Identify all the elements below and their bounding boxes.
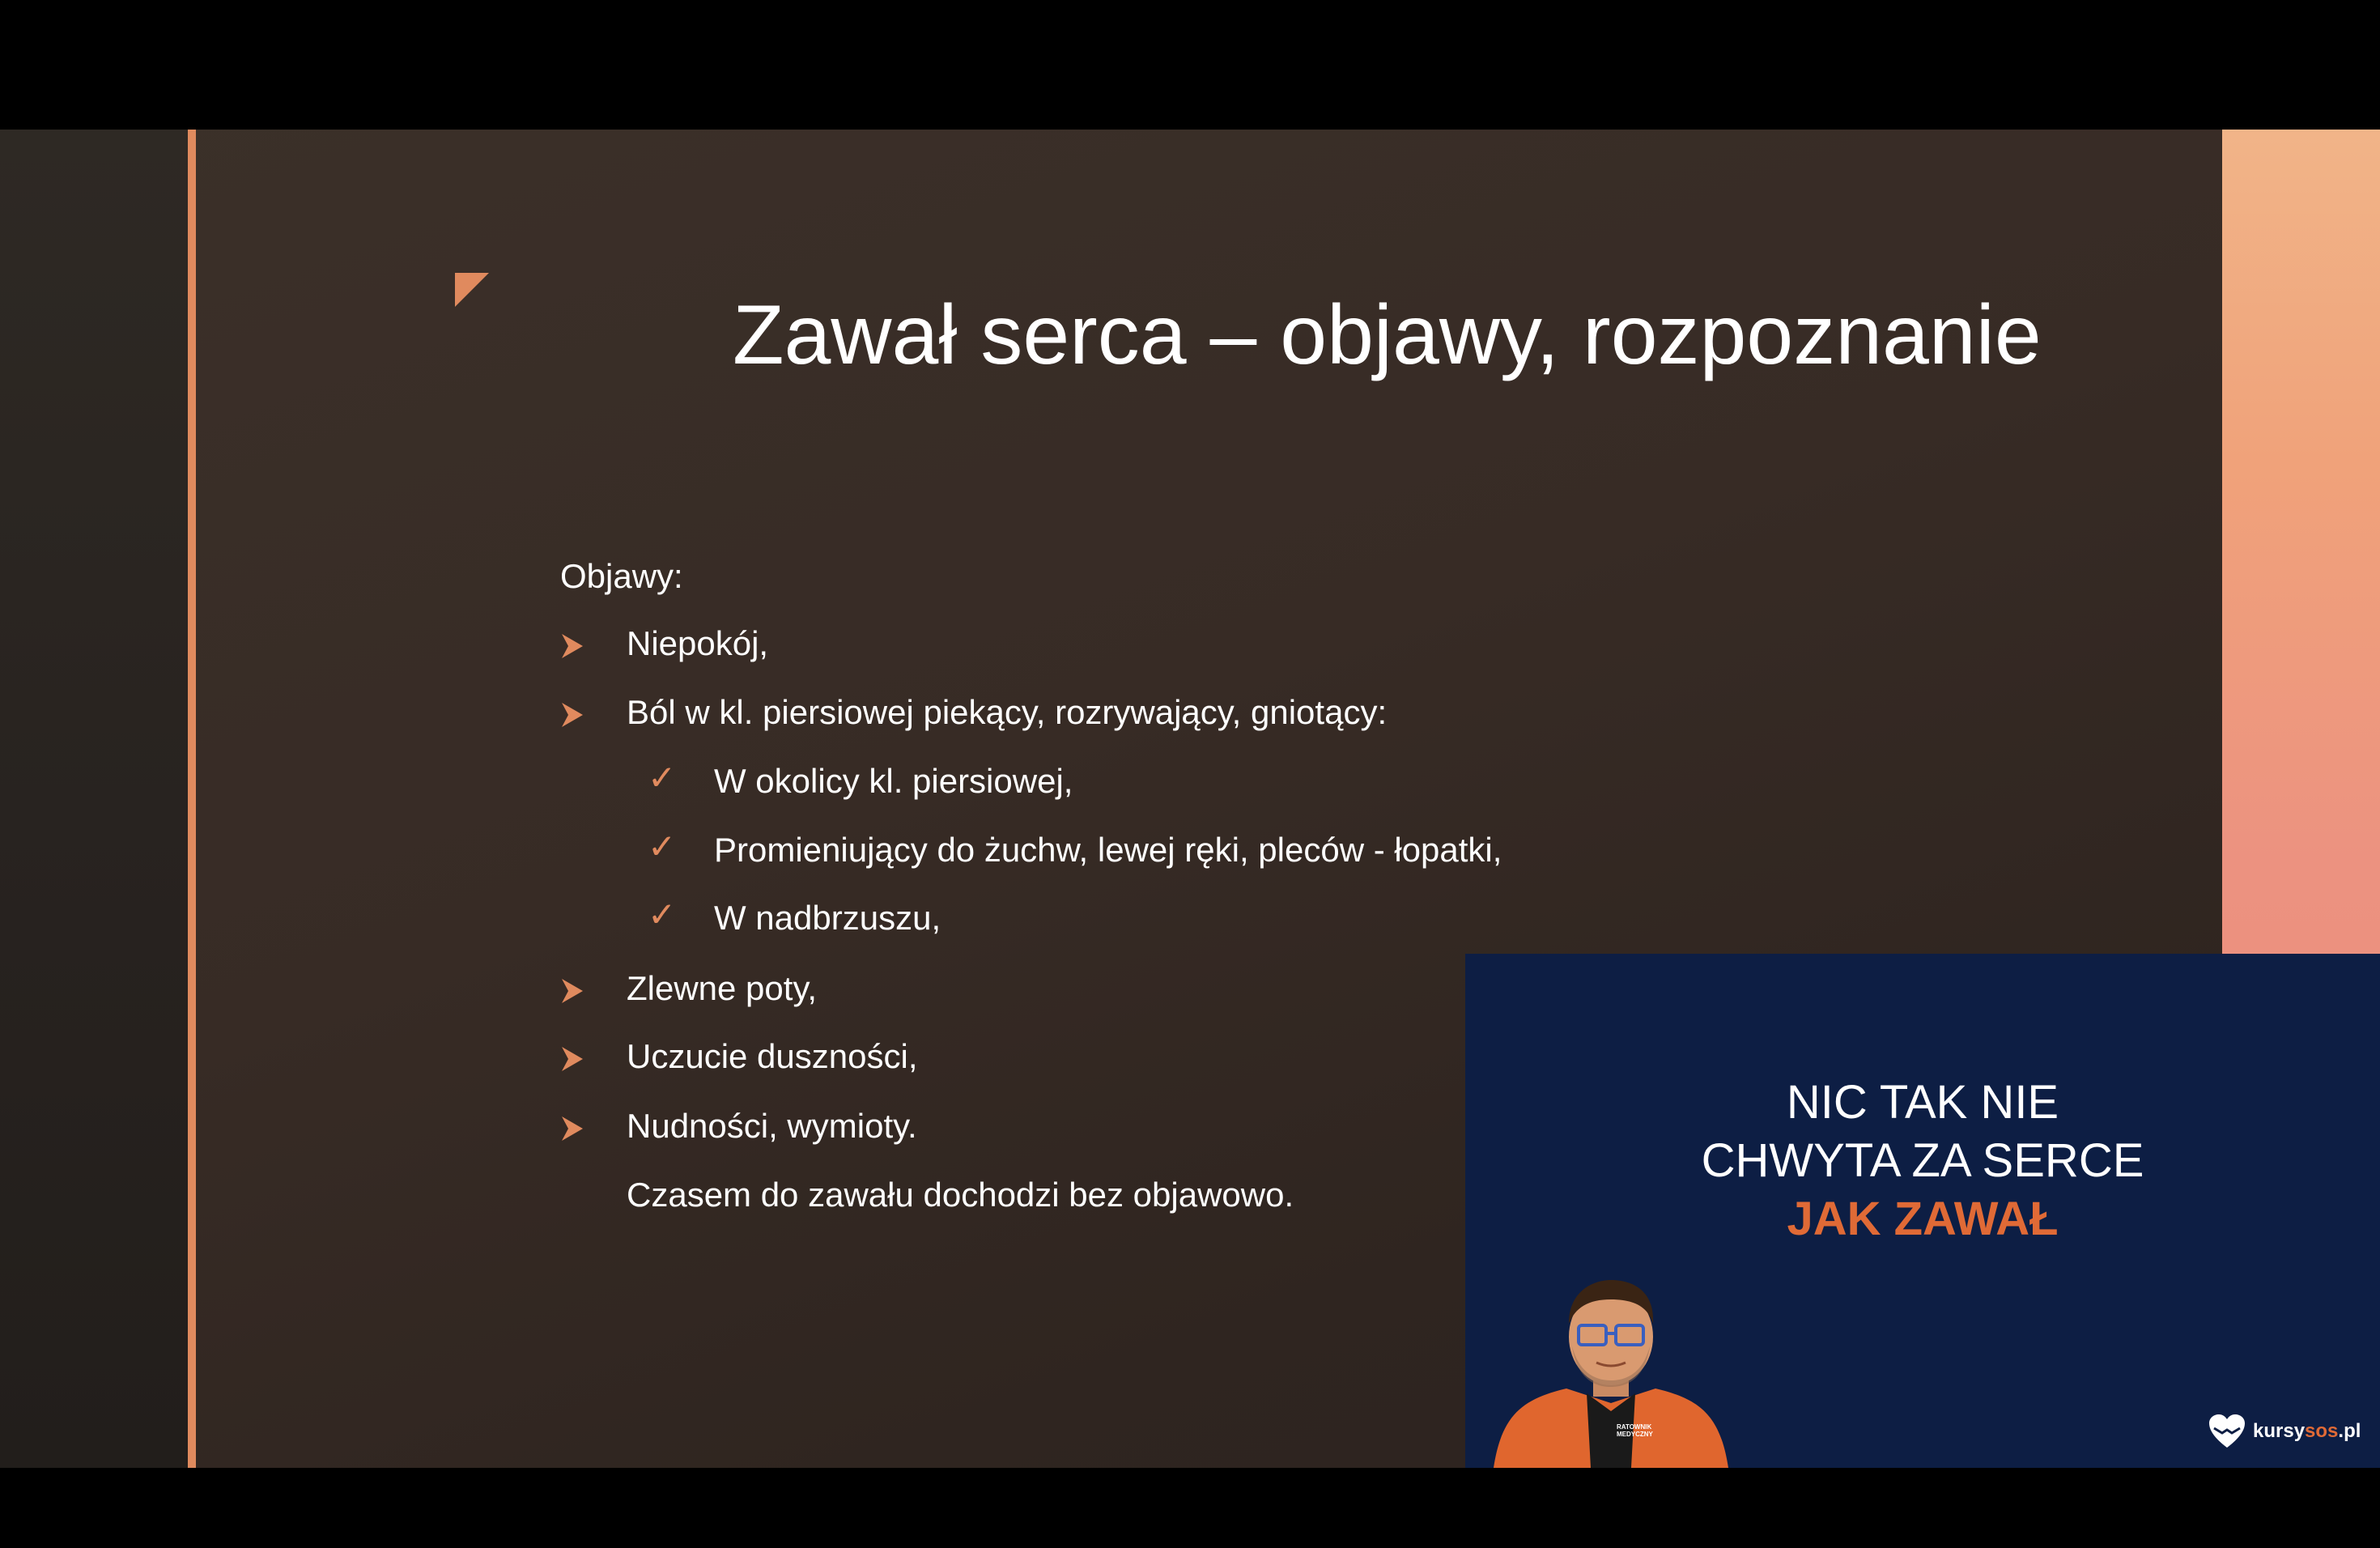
list-item: W okolicy kl. piersiowej, — [714, 762, 1073, 800]
arrow-bullet-icon — [562, 703, 583, 727]
slide-accent-line — [188, 130, 196, 1468]
arrow-bullet-icon — [562, 979, 583, 1003]
check-bullet-icon: ✓ — [648, 758, 677, 797]
arrow-bullet-icon — [562, 1047, 583, 1071]
promo-tagline — [1465, 1074, 2380, 1248]
tagline-highlight: JAK ZAWAŁ — [1787, 1193, 2059, 1245]
arrow-bullet-icon — [562, 634, 583, 658]
list-item: W nadbrzuszu, — [714, 899, 941, 937]
list-item: Niepokój, — [627, 624, 769, 662]
list-item: Ból w kl. piersiowej piekący, rozrywający, gniotący: — [627, 693, 1388, 731]
check-bullet-icon: ✓ — [648, 895, 677, 934]
arrow-bullet-icon — [562, 1116, 583, 1141]
list-item: Zlewne poty, — [627, 969, 817, 1007]
list-item: Nudności, wymioty. — [627, 1107, 917, 1145]
corner-triangle-icon — [455, 273, 489, 307]
heart-hands-icon — [2206, 1412, 2248, 1451]
slide-left-panel — [0, 130, 188, 1468]
check-bullet-icon: ✓ — [648, 827, 677, 866]
slide-note: Czasem do zawału dochodzi bez objawowo. — [627, 1176, 1294, 1214]
kursysos-logo — [2206, 1409, 2361, 1454]
list-item: Promieniujący do żuchw, lewej ręki, pleców - łopatki, — [714, 831, 1502, 869]
webcam-overlay — [1465, 954, 2380, 1468]
paramedic-avatar — [1490, 1274, 1732, 1468]
slide-title: Zawał serca – objawy, rozpoznanie — [733, 288, 2042, 382]
tagline-line-2: CHWYTA ZA SERCE — [1701, 1134, 2144, 1187]
logo-text: kursysos.pl — [2253, 1420, 2361, 1442]
shirt-label: RATOWNIK MEDYCZNY — [1617, 1423, 1653, 1438]
section-label: Objawy: — [560, 557, 683, 595]
list-item: Uczucie duszności, — [627, 1037, 918, 1075]
tagline-line-1: NIC TAK NIE — [1786, 1076, 2059, 1129]
